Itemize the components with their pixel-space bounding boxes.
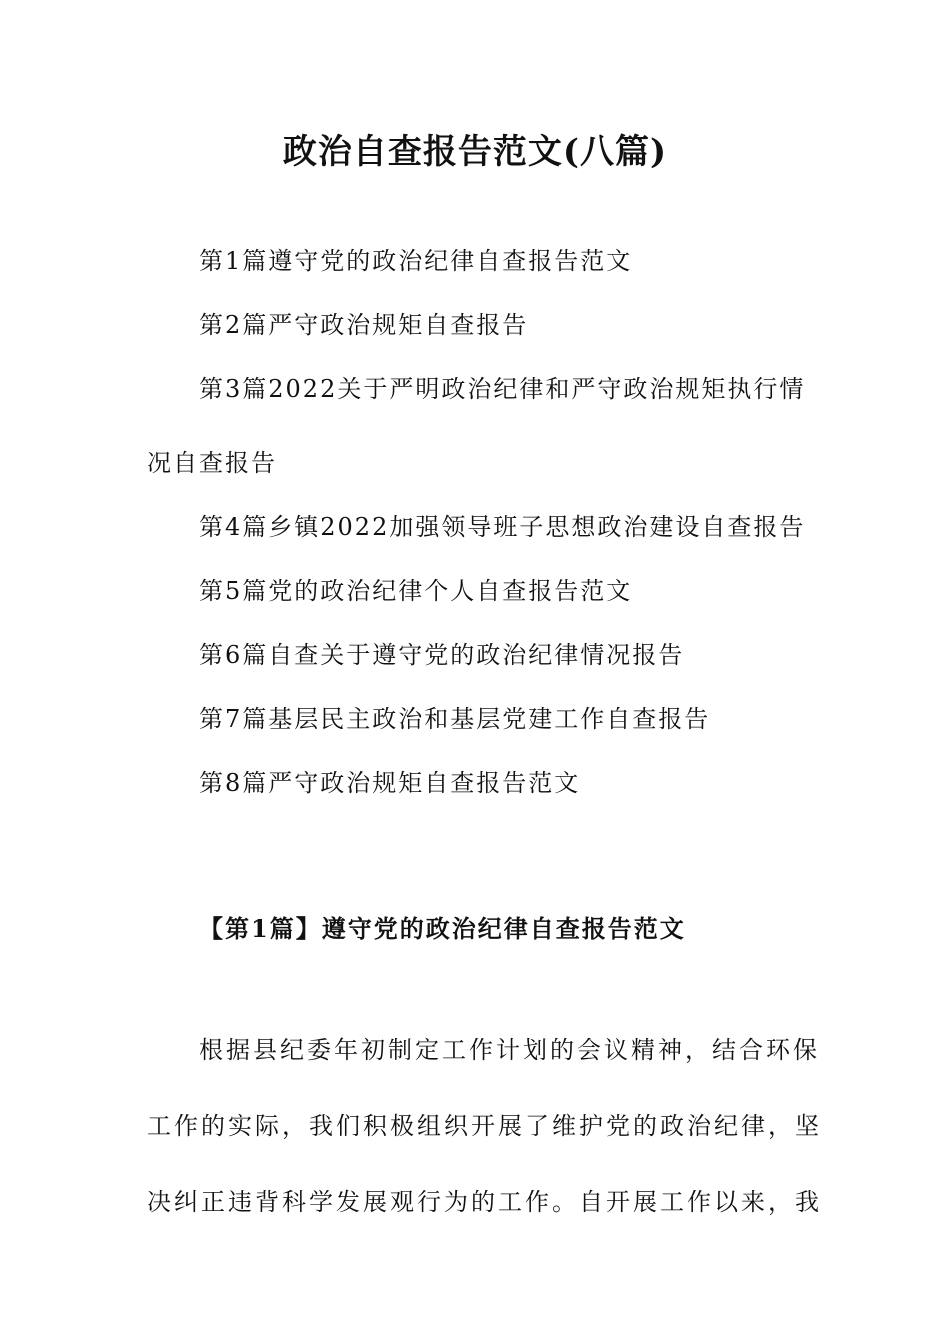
body-line-3: 决纠正违背科学发展观行为的工作。自开展工作以来，我: [147, 1188, 822, 1216]
toc-item-1: 第1篇遵守党的政治纪律自查报告范文: [199, 247, 633, 275]
toc-item-6: 第6篇自查关于遵守党的政治纪律情况报告: [199, 641, 685, 669]
table-of-contents: [147, 242, 807, 828]
body-line-1: 根据县纪委年初制定工作计划的会议精神，结合环保: [199, 1036, 820, 1064]
toc-item-5: 第5篇党的政治纪律个人自查报告范文: [199, 577, 633, 605]
toc-item-3: [147, 370, 807, 482]
body-line-2: 工作的实际，我们积极组织开展了维护党的政治纪律，坚: [147, 1112, 822, 1140]
document-title: 政治自查报告范文(八篇): [282, 132, 668, 172]
toc-item-2: 第2篇严守政治规矩自查报告: [199, 311, 529, 339]
section-heading: 【第1篇】遵守党的政治纪律自查报告范文: [199, 914, 686, 943]
toc-item-8: 第8篇严守政治规矩自查报告范文: [199, 769, 581, 797]
toc-item-3-line-2: 况自查报告: [147, 449, 277, 477]
body-paragraph: [147, 1012, 822, 1240]
toc-item-7: 第7篇基层民主政治和基层党建工作自查报告: [199, 705, 711, 733]
toc-item-3-line-1: 第3篇2022关于严明政治纪律和严守政治规矩执行情: [199, 375, 806, 403]
toc-item-4: 第4篇乡镇2022加强领导班子思想政治建设自查报告: [199, 513, 806, 541]
